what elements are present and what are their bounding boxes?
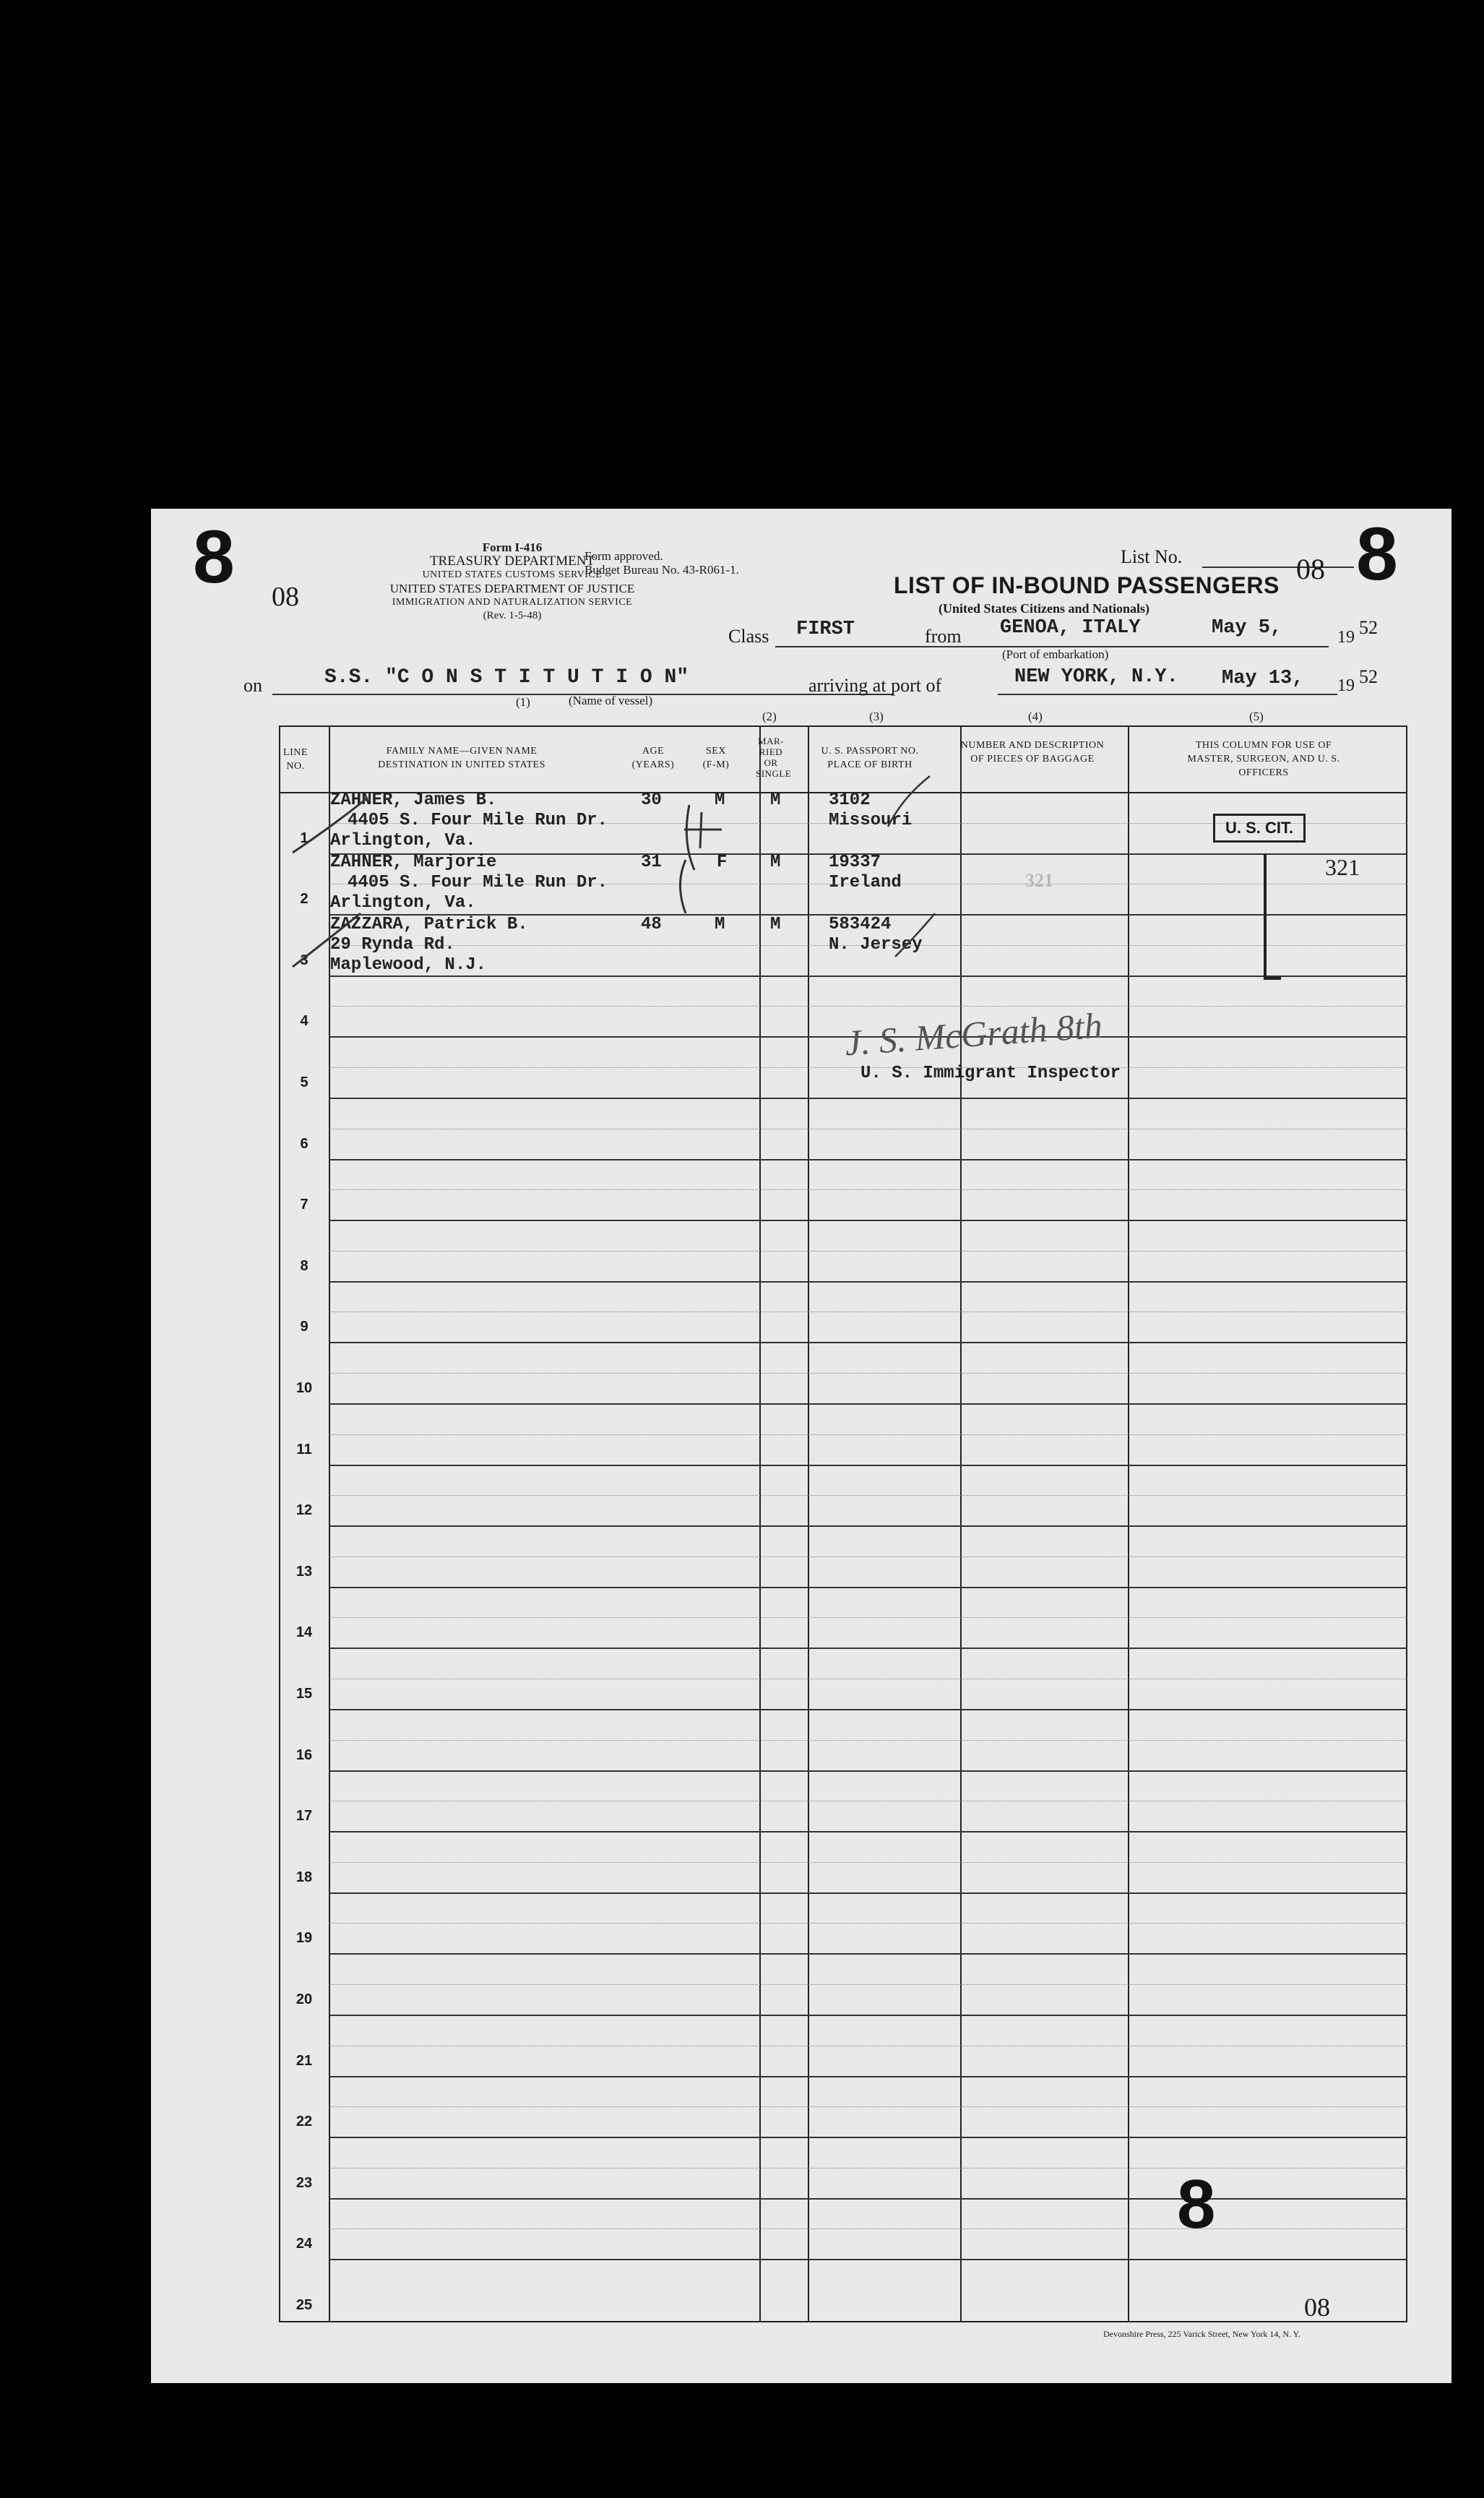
col-header-name-line2: DESTINATION IN UNITED STATES <box>378 759 545 770</box>
arrival-port: NEW YORK, N.Y. <box>1014 666 1178 688</box>
from-label: from <box>925 626 962 647</box>
table-row-subrule <box>329 1556 1407 1557</box>
line-number: 22 <box>295 2114 313 2130</box>
table-row-subrule <box>329 1434 1407 1435</box>
line-number: 10 <box>295 1380 313 1396</box>
line-number: 7 <box>300 1197 309 1213</box>
form-dept2: UNITED STATES DEPARTMENT OF JUSTICE <box>389 582 635 595</box>
table-row-rule <box>329 1281 1407 1283</box>
table-row-subrule <box>329 1189 1407 1190</box>
line-number: 8 <box>300 1257 309 1274</box>
line-number: 1 <box>300 830 309 846</box>
passenger-address: 29 Rynda Rd. <box>330 935 455 955</box>
col-num-5: (5) <box>1249 710 1264 723</box>
passenger-marital: M <box>770 853 781 872</box>
table-row-rule <box>329 1892 1407 1894</box>
passenger-age: 30 <box>641 791 662 810</box>
line-number: 12 <box>295 1502 313 1519</box>
table-row-subrule <box>329 2228 1407 2229</box>
table-row-rule <box>329 2076 1407 2077</box>
table-row-subrule <box>329 1495 1407 1496</box>
table-row-rule <box>329 1709 1407 1710</box>
table-row-rule <box>329 2137 1407 2138</box>
table-row-rule <box>329 2015 1407 2016</box>
line-number: 13 <box>295 1563 313 1580</box>
col-num-2: (2) <box>762 710 777 723</box>
col-num-3: (3) <box>869 710 884 723</box>
table-row-rule <box>329 1525 1407 1527</box>
line-number: 17 <box>295 1808 313 1825</box>
passenger-address: 4405 S. Four Mile Run Dr. <box>348 811 608 830</box>
line-number: 18 <box>295 1869 313 1885</box>
passenger-name: ZAZZARA, Patrick B. <box>330 915 528 934</box>
line-number: 15 <box>295 1686 313 1702</box>
table-row-subrule <box>329 1923 1407 1924</box>
arrival-year: 52 <box>1359 666 1378 687</box>
stamp-bracket <box>1264 854 1281 980</box>
inspector-title: U. S. Immigrant Inspector <box>860 1064 1121 1083</box>
form-service2: IMMIGRATION AND NATURALIZATION SERVICE <box>392 597 633 608</box>
line-number: 21 <box>295 2052 313 2069</box>
table-row-subrule <box>329 1984 1407 1985</box>
stamp-number: 321 <box>1325 854 1360 880</box>
from-year-prefix: 19 <box>1337 628 1355 647</box>
passenger-marital: M <box>770 791 781 810</box>
col-num-4: (4) <box>1028 710 1043 723</box>
passenger-sex: M <box>715 791 725 810</box>
table-row-rule <box>329 1831 1407 1832</box>
class-value: FIRST <box>796 619 855 640</box>
corner-number-right: 8 <box>1356 512 1398 596</box>
arrival-date: May 13, <box>1222 668 1304 689</box>
passenger-age: 48 <box>641 915 662 934</box>
col-header-baggage: NUMBER AND DESCRIPTION OF PIECES OF BAGGAGE <box>960 740 1105 765</box>
table-row-rule <box>329 1342 1407 1343</box>
corner-code-left: 08 <box>272 582 299 612</box>
table-row-rule <box>329 1770 1407 1772</box>
list-no-label: List No. <box>1121 546 1183 567</box>
passenger-birthplace: Ireland <box>829 873 902 892</box>
port-caption: (Port of embarkation) <box>1002 647 1109 661</box>
passenger-sex: F <box>717 853 728 872</box>
col-header-officers: THIS COLUMN FOR USE OF MASTER, SURGEON, AND U. S. OFFICERS <box>1187 740 1340 778</box>
table-row-rule <box>329 1648 1407 1649</box>
table-row-subrule <box>329 2106 1407 2107</box>
line-number: 25 <box>295 2297 313 2313</box>
printer-credit: Devonshire Press, 225 Varick Street, New York 14, N. Y. <box>1103 2329 1300 2339</box>
line-number: 24 <box>295 2236 313 2252</box>
arrival-year-prefix: 19 <box>1337 676 1355 695</box>
bottom-number: 8 <box>1177 2166 1216 2243</box>
table-row-subrule <box>329 1862 1407 1863</box>
passenger-city: Arlington, Va. <box>330 831 476 850</box>
line-number: 4 <box>300 1013 309 1030</box>
col-num-1: (1) <box>516 695 530 709</box>
col-header-passport: U. S. PASSPORT NO. PLACE OF BIRTH <box>821 746 919 770</box>
line-number: 3 <box>300 952 309 968</box>
bottom-code: 08 <box>1304 2293 1330 2322</box>
line-number: 5 <box>300 1074 309 1090</box>
passenger-address: 4405 S. Four Mile Run Dr. <box>348 873 608 892</box>
faint-number: 321 <box>1025 870 1053 891</box>
passenger-passport: 3102 <box>829 791 871 810</box>
passenger-sex: M <box>715 915 725 934</box>
table-row-subrule <box>329 1740 1407 1741</box>
line-number: 9 <box>300 1319 309 1335</box>
from-date: May 5, <box>1212 617 1282 639</box>
line-number: 23 <box>295 2174 313 2191</box>
form-approved: Form approved. <box>584 549 663 563</box>
line-number: 14 <box>295 1624 313 1641</box>
line-number: 19 <box>295 1930 313 1947</box>
form-rev: (Rev. 1-5-48) <box>483 610 542 621</box>
col-header-married: MAR-RIED OR SINGLE <box>756 736 792 779</box>
passenger-age: 31 <box>641 853 662 872</box>
line-number: 16 <box>295 1747 313 1763</box>
col-header-age: AGE (YEARS) <box>631 746 675 770</box>
form-dept: TREASURY DEPARTMENT <box>429 554 595 569</box>
form-id: Form I-416 <box>482 540 543 554</box>
from-year: 52 <box>1359 617 1378 638</box>
table-row-rule <box>329 1587 1407 1588</box>
vessel-name: S.S. "C O N S T I T U T I O N" <box>324 666 689 689</box>
table-row-subrule <box>329 1373 1407 1374</box>
table-row-rule <box>329 2259 1407 2260</box>
table-row-rule <box>329 2198 1407 2200</box>
line-number: 2 <box>300 891 309 908</box>
table-row-subrule <box>329 1251 1407 1252</box>
passenger-city: Maplewood, N.J. <box>330 955 487 975</box>
line-number: 20 <box>295 1991 313 2007</box>
page-subtitle: (United States Citizens and Nationals) <box>939 601 1150 616</box>
manifest-page <box>151 509 1451 2383</box>
col-header-name-line1: FAMILY NAME—GIVEN NAME <box>386 746 538 757</box>
from-value: GENOA, ITALY <box>1000 617 1141 639</box>
passenger-marital: M <box>770 915 781 934</box>
class-label: Class <box>728 626 769 647</box>
table-row-rule <box>329 1220 1407 1221</box>
col-header-line: LINE NO. <box>283 747 308 772</box>
passenger-name: ZAHNER, James B. <box>330 791 497 810</box>
table-row-subrule <box>329 1617 1407 1618</box>
line-number: 6 <box>300 1135 309 1152</box>
line-number: 11 <box>296 1441 312 1457</box>
passenger-city: Arlington, Va. <box>330 893 476 913</box>
passenger-passport: 583424 <box>829 915 892 934</box>
table-row-rule <box>329 1465 1407 1466</box>
passenger-birthplace: N. Jersey <box>829 935 923 955</box>
on-label: on <box>243 675 262 696</box>
arriving-label: arriving at port of <box>808 675 942 696</box>
corner-number-left: 8 <box>193 515 235 599</box>
inspector-signature: J. S. McGrath 8th <box>843 1004 1104 1064</box>
form-budget: Budget Bureau No. 43-R061-1. <box>584 563 739 577</box>
passenger-name: ZAHNER, Marjorie <box>330 853 497 872</box>
passenger-birthplace: Missouri <box>829 811 913 830</box>
list-no-value: 08 <box>1296 553 1325 585</box>
page-title: LIST OF IN-BOUND PASSENGERS <box>894 572 1280 598</box>
col-header-sex: SEX (F-M) <box>702 746 730 770</box>
form-service: UNITED STATES CUSTOMS SERVICE <box>422 569 603 580</box>
passenger-passport: 19337 <box>829 853 881 872</box>
us-citizen-stamp: U. S. CIT. <box>1213 814 1306 843</box>
table-row-rule <box>329 1953 1407 1955</box>
table-row-rule <box>329 1403 1407 1405</box>
vessel-caption: (Name of vessel) <box>569 694 653 707</box>
